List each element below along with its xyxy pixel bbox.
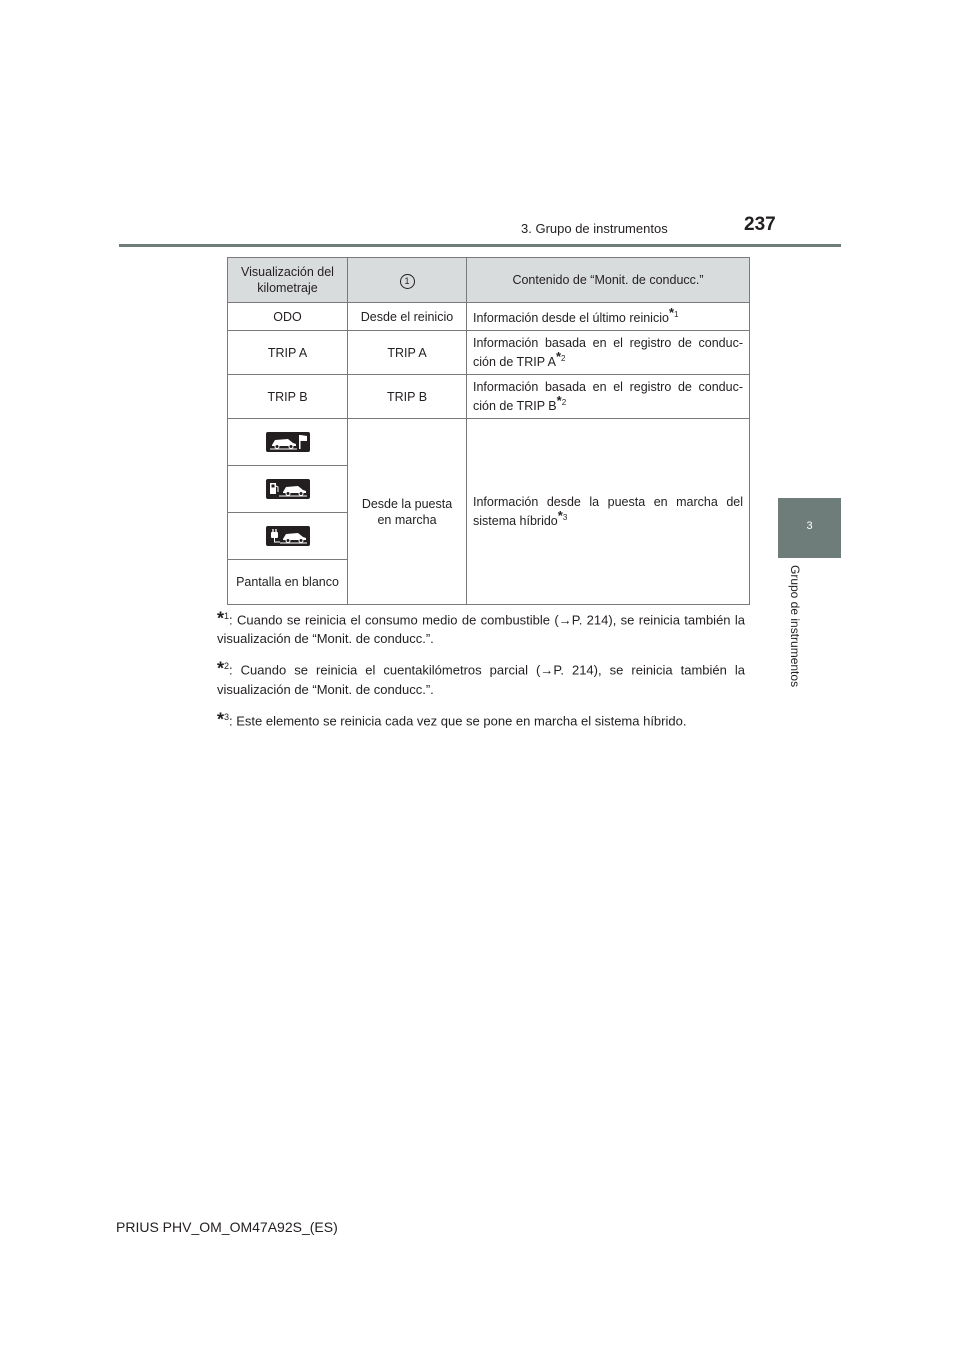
row-icon-cell xyxy=(228,419,348,466)
row-info-text: Información desde el último reinicio xyxy=(473,311,669,326)
footnote-ref: 2 xyxy=(561,398,567,408)
footnote-star: * xyxy=(668,305,674,320)
footnote-star: * xyxy=(557,508,563,524)
row-period: Desde el reinicio xyxy=(348,303,467,331)
footnote-number: 2 xyxy=(224,661,230,672)
row-display: TRIP B xyxy=(228,375,348,419)
header-divider xyxy=(119,244,841,247)
footnote-ref: 3 xyxy=(562,513,568,523)
footnote-number: 3 xyxy=(224,711,230,722)
section-title: 3. Grupo de instrumentos xyxy=(521,221,668,236)
footnote-number: 1 xyxy=(224,611,230,621)
footnote-star: * xyxy=(217,658,225,679)
group-info-text: Información desde la puesta en marcha del sistema híbrido xyxy=(473,495,743,529)
row-info xyxy=(467,375,750,419)
footnote xyxy=(217,708,745,730)
row-info-text: Información basada en el registro de conduc-ción de TRIP B xyxy=(473,380,743,414)
table-row xyxy=(228,303,750,331)
footnote xyxy=(217,607,745,648)
row-icon-cell xyxy=(228,513,348,560)
row-info xyxy=(467,303,750,331)
table-row xyxy=(228,419,750,466)
footnote-star: * xyxy=(217,608,225,629)
footnote-text: : Este elemento se reinicia cada vez que se pone en marcha el sistema híbrido. xyxy=(229,712,687,728)
footnote-text: : Cuando se reinicia el cuentakilómetros parcial (→P. 214), se reinicia también la visualización de “Monit. de conducc.”. xyxy=(217,662,745,697)
header-marker xyxy=(348,258,467,303)
footnote-ref: 1 xyxy=(674,310,679,319)
fuel-car-icon xyxy=(266,479,310,499)
row-display: TRIP A xyxy=(228,331,348,375)
chapter-number: 3 xyxy=(806,520,813,532)
footnotes xyxy=(217,607,745,739)
circled-number: 1 xyxy=(400,274,415,289)
header-content: Contenido de “Monit. de conducc.” xyxy=(467,258,750,303)
footnote-star: * xyxy=(555,349,561,365)
footnote xyxy=(217,657,745,698)
footnote-ref: 2 xyxy=(561,354,566,364)
footnote-text: : Cuando se reinicia el consumo medio de combustible (→P. 214), se reinicia también la visualización de “Monit. de conducc.”. xyxy=(217,612,745,647)
group-period: Desde la puesta en marcha xyxy=(348,419,467,605)
header-display: Visualización del kilometraje xyxy=(228,258,348,303)
table-row xyxy=(228,331,750,375)
row-period: TRIP B xyxy=(348,375,467,419)
chapter-label: Grupo de instrumentos xyxy=(788,565,802,688)
row-icon-cell xyxy=(228,466,348,513)
row-period: TRIP A xyxy=(348,331,467,375)
car-flag-icon xyxy=(266,432,310,452)
table-row xyxy=(228,375,750,419)
row-display: ODO xyxy=(228,303,348,331)
document-code: PRIUS PHV_OM_OM47A92S_(ES) xyxy=(116,1219,338,1235)
footnote-star: * xyxy=(217,708,225,729)
table-header-row xyxy=(228,258,750,303)
page-number: 237 xyxy=(744,214,776,235)
monitor-table xyxy=(227,257,750,605)
chapter-tab xyxy=(778,498,841,558)
row-blank-label: Pantalla en blanco xyxy=(228,560,348,605)
plug-car-icon xyxy=(266,526,310,546)
group-info xyxy=(467,419,750,605)
row-info-text: Información basada en el registro de conduc-ción de TRIP A xyxy=(473,336,743,370)
row-info xyxy=(467,331,750,375)
footnote-star: * xyxy=(556,393,562,409)
